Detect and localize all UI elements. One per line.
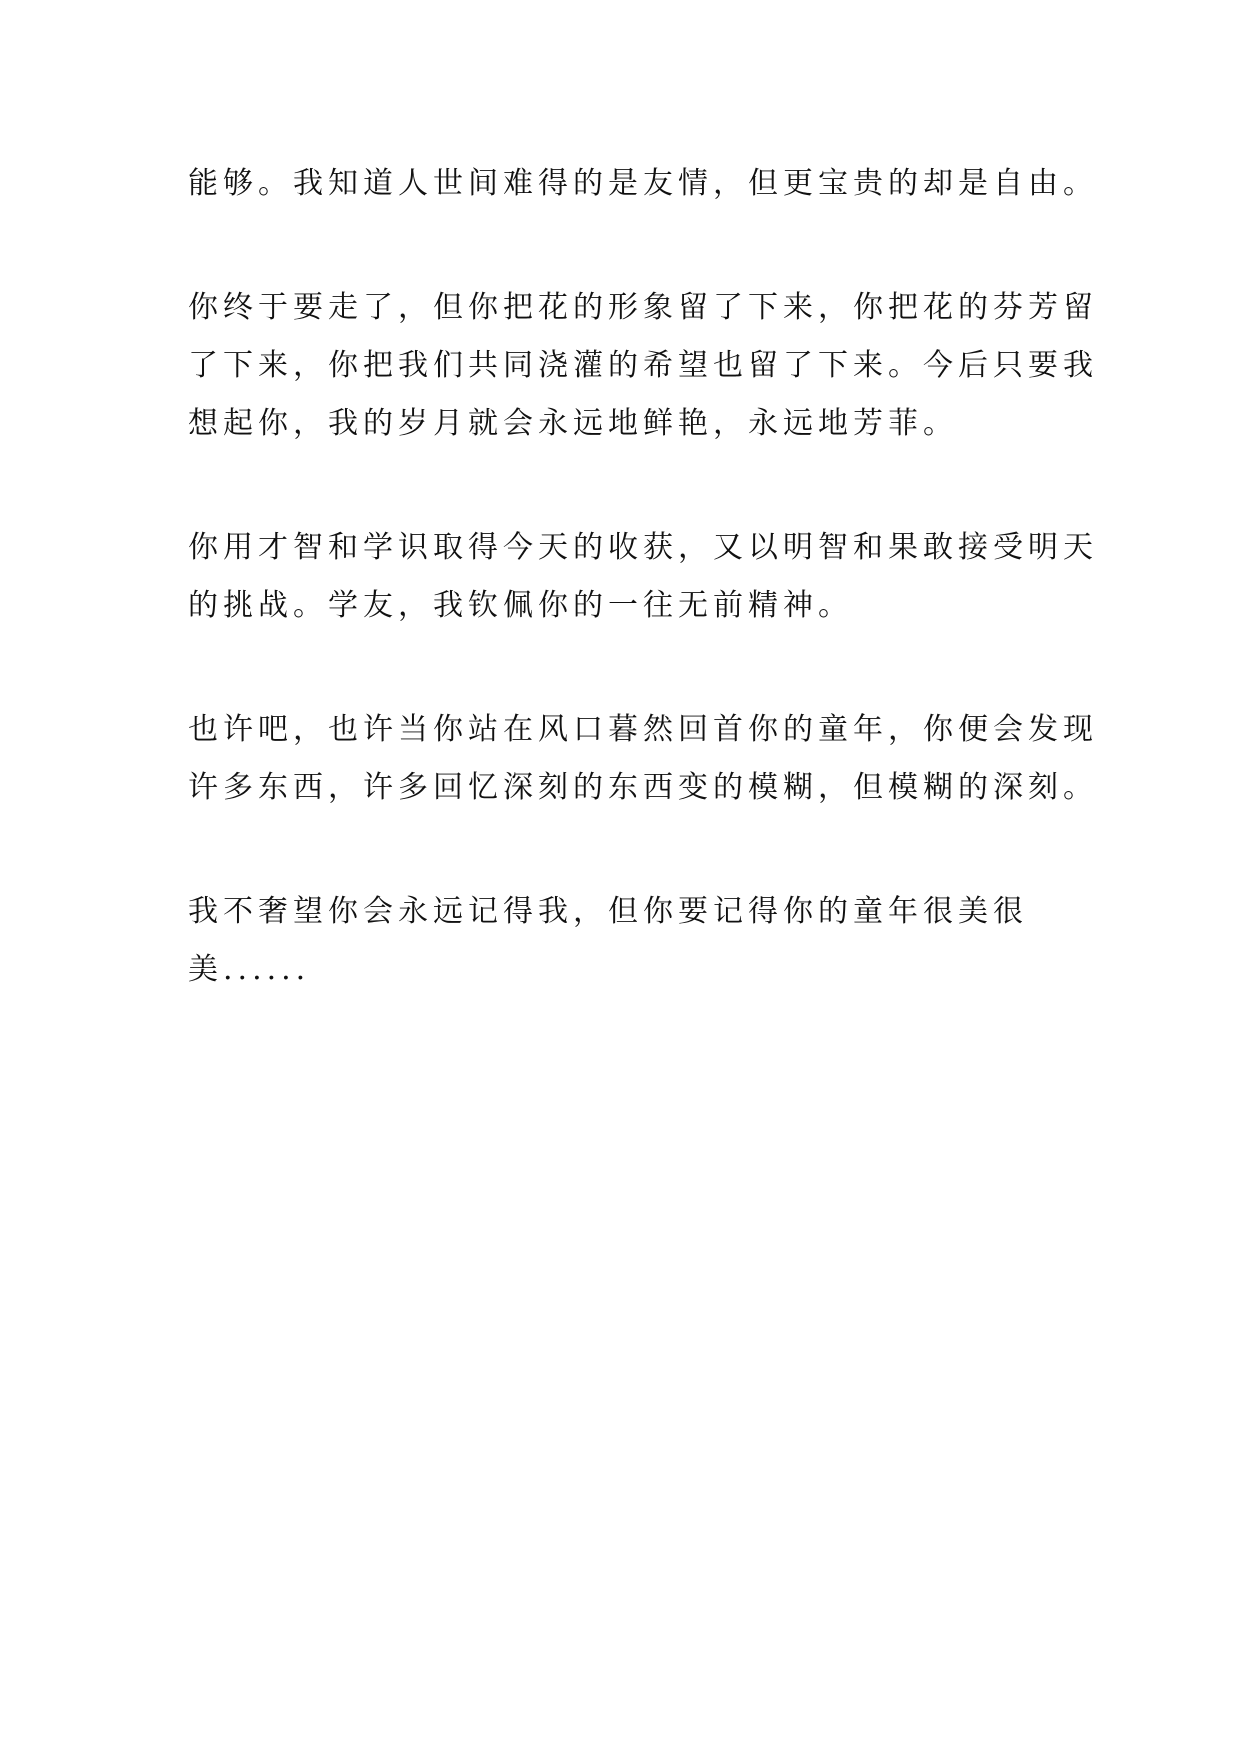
text-line: 也许吧，也许当你站在风口暮然回首你的童年，你便会发现 bbox=[188, 712, 1098, 747]
text-line: 你用才智和学识取得今天的收获，又以明智和果敢接受明天 bbox=[188, 530, 1098, 565]
text-line: 能够。我知道人世间难得的是友情，但更宝贵的却是自由。 bbox=[188, 166, 1098, 201]
paragraph-3 bbox=[188, 519, 1098, 635]
text-line: 想起你，我的岁月就会永远地鲜艳，永远地芳菲。 bbox=[188, 406, 958, 441]
paragraph-5 bbox=[188, 883, 1068, 999]
paragraph-2 bbox=[188, 279, 1098, 453]
document-body bbox=[188, 155, 1098, 1065]
text-line: 我不奢望你会永远记得我，但你要记得你的童年很美很 bbox=[188, 894, 1028, 929]
paragraph-4 bbox=[188, 701, 1098, 817]
paragraph-1 bbox=[188, 155, 1098, 213]
text-line: 了下来，你把我们共同浇灌的希望也留了下来。今后只要我 bbox=[188, 348, 1098, 383]
text-line: 的挑战。学友，我钦佩你的一往无前精神。 bbox=[188, 588, 853, 623]
text-line: 你终于要走了，但你把花的形象留了下来，你把花的芬芳留 bbox=[188, 290, 1098, 325]
text-line: 许多东西，许多回忆深刻的东西变的模糊，但模糊的深刻。 bbox=[188, 770, 1098, 805]
text-line: 美...... bbox=[188, 952, 311, 987]
